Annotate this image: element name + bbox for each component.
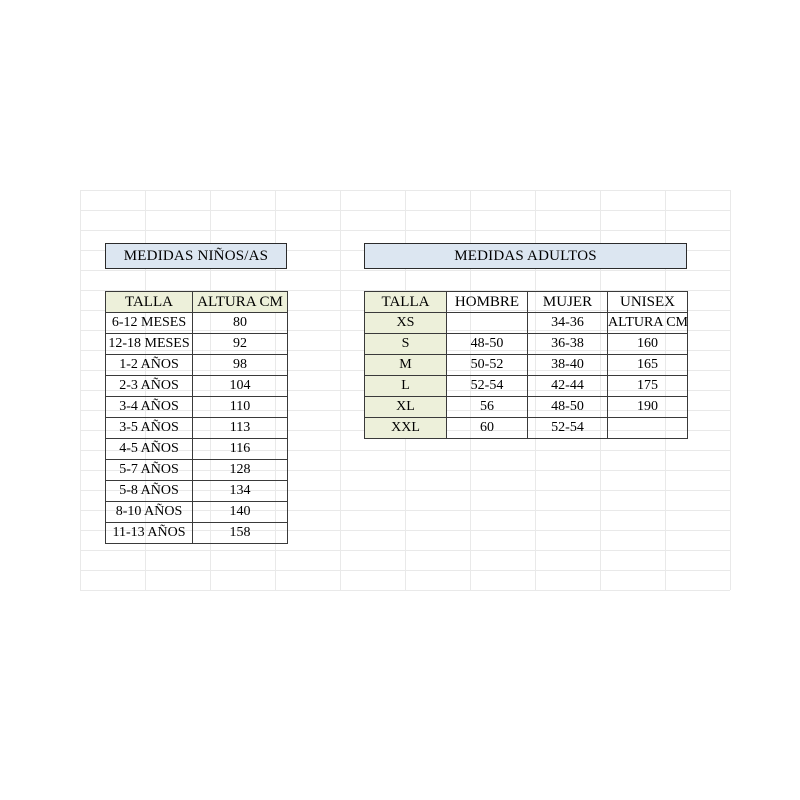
table-row [106, 460, 288, 481]
kids-cell-talla: 11-13 AÑOS [106, 523, 193, 544]
kids-cell-talla: 5-8 AÑOS [106, 481, 193, 502]
kids-cell-talla: 2-3 AÑOS [106, 376, 193, 397]
adults-cell-unisex: 160 [608, 334, 688, 355]
adults-cell-talla: XS [365, 313, 447, 334]
adults-cell-hombre: 50-52 [447, 355, 528, 376]
adults-cell-hombre: 48-50 [447, 334, 528, 355]
adults-cell-talla: XXL [365, 418, 447, 439]
kids-cell-talla: 1-2 AÑOS [106, 355, 193, 376]
table-row [106, 355, 288, 376]
table-row [365, 355, 688, 376]
adults-cell-hombre: 56 [447, 397, 528, 418]
kids-table-title: MEDIDAS NIÑOS/AS [105, 243, 287, 269]
table-row [106, 502, 288, 523]
adults-cell-talla: M [365, 355, 447, 376]
adults-cell-unisex [608, 418, 688, 439]
kids-cell-talla: 5-7 AÑOS [106, 460, 193, 481]
adults-cell-unisex: 175 [608, 376, 688, 397]
kids-cell-altura: 158 [193, 523, 288, 544]
kids-cell-talla: 8-10 AÑOS [106, 502, 193, 523]
adults-header-hombre: HOMBRE [447, 292, 528, 313]
table-row [365, 334, 688, 355]
table-row [365, 397, 688, 418]
adults-cell-unisex: ALTURA CM [608, 313, 688, 334]
kids-cell-talla: 6-12 MESES [106, 313, 193, 334]
kids-cell-talla: 4-5 AÑOS [106, 439, 193, 460]
table-row [106, 439, 288, 460]
kids-cell-altura: 110 [193, 397, 288, 418]
adults-size-table [364, 291, 688, 439]
adults-cell-unisex: 165 [608, 355, 688, 376]
adults-cell-unisex: 190 [608, 397, 688, 418]
table-row [106, 523, 288, 544]
kids-cell-altura: 98 [193, 355, 288, 376]
kids-cell-altura: 140 [193, 502, 288, 523]
kids-header-talla: TALLA [106, 292, 193, 313]
kids-cell-altura: 92 [193, 334, 288, 355]
kids-cell-altura: 128 [193, 460, 288, 481]
adults-cell-talla: S [365, 334, 447, 355]
kids-cell-altura: 113 [193, 418, 288, 439]
adults-cell-mujer: 34-36 [528, 313, 608, 334]
adults-cell-hombre: 52-54 [447, 376, 528, 397]
table-row [365, 376, 688, 397]
adults-cell-mujer: 42-44 [528, 376, 608, 397]
adults-table-title: MEDIDAS ADULTOS [364, 243, 687, 269]
adults-header-unisex: UNISEX [608, 292, 688, 313]
table-row [365, 313, 688, 334]
adults-cell-hombre [447, 313, 528, 334]
kids-size-table [105, 291, 288, 544]
adults-cell-mujer: 48-50 [528, 397, 608, 418]
adults-header-mujer: MUJER [528, 292, 608, 313]
table-header-row [365, 292, 688, 313]
adults-cell-talla: L [365, 376, 447, 397]
adults-cell-mujer: 52-54 [528, 418, 608, 439]
kids-cell-talla: 3-4 AÑOS [106, 397, 193, 418]
table-row [106, 481, 288, 502]
adults-header-talla: TALLA [365, 292, 447, 313]
table-row [106, 334, 288, 355]
kids-header-altura: ALTURA CM [193, 292, 288, 313]
table-row [106, 376, 288, 397]
kids-cell-altura: 134 [193, 481, 288, 502]
adults-cell-mujer: 38-40 [528, 355, 608, 376]
kids-cell-altura: 80 [193, 313, 288, 334]
kids-cell-talla: 12-18 MESES [106, 334, 193, 355]
adults-cell-mujer: 36-38 [528, 334, 608, 355]
table-row [106, 313, 288, 334]
table-header-row [106, 292, 288, 313]
table-row [106, 418, 288, 439]
table-row [106, 397, 288, 418]
kids-cell-altura: 116 [193, 439, 288, 460]
adults-cell-talla: XL [365, 397, 447, 418]
kids-cell-altura: 104 [193, 376, 288, 397]
table-row [365, 418, 688, 439]
kids-cell-talla: 3-5 AÑOS [106, 418, 193, 439]
adults-cell-hombre: 60 [447, 418, 528, 439]
